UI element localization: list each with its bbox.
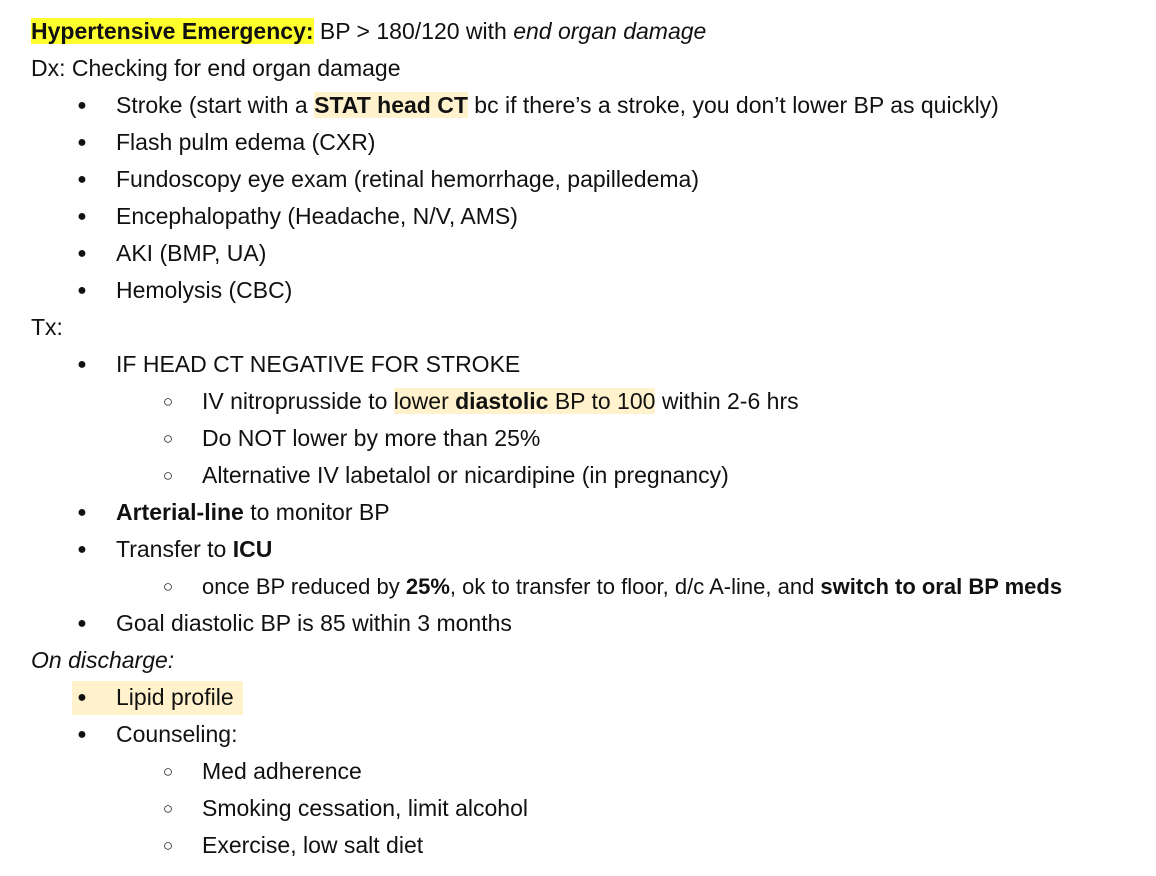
dx-item-text: Fundoscopy eye exam (retinal hemorrhage, papilledema) [116,166,699,192]
bullet-icon: ● [77,504,87,521]
tx-item-text: Goal diastolic BP is 85 within 3 months [116,610,512,636]
bullet-icon: ● [77,97,87,114]
bullet-icon: ● [77,541,87,558]
tx-item-bold: ICU [232,536,273,562]
discharge-sub-text: Smoking cessation, limit alcohol [202,795,528,821]
tx-item-arterial-line [116,494,390,531]
bullet-icon: ● [77,615,87,632]
circle-bullet-icon: ○ [162,429,174,448]
tx-sub-text: IV nitroprusside to [202,388,394,414]
dx-item-text: Hemolysis (CBC) [116,277,293,303]
tx-sub-text: lower [393,388,456,414]
tx-sub-text: once BP reduced by [202,574,406,599]
circle-bullet-icon: ○ [162,392,174,411]
title-emphasis: end organ damage [513,18,707,44]
bullet-icon: ● [77,726,87,743]
tx-item-text: to monitor BP [243,499,390,525]
tx-sub-text: within 2-6 hrs [655,388,799,414]
tx-sub-text: , ok to transfer to floor, d/c A-line, and [449,574,821,599]
tx-item-bold: Arterial-line [116,499,244,525]
discharge-heading: On discharge: [31,647,175,673]
dx-item-text: bc if there’s a stroke, you don’t lower BP as quickly) [467,92,999,118]
dx-item-text: Stroke (start with a [116,92,315,118]
circle-bullet-icon: ○ [162,799,174,818]
title-rest: BP > 180/120 with [313,18,514,44]
tx-heading: Tx: [31,314,63,340]
dx-heading: Dx: Checking for end organ damage [31,55,401,81]
tx-item-text: Transfer to [116,536,233,562]
title-label: Hypertensive Emergency: [31,18,314,44]
tx-sub-item [202,568,1062,605]
circle-bullet-icon: ○ [162,577,174,596]
tx-sub-bold: 25% [405,574,450,599]
circle-bullet-icon: ○ [162,466,174,485]
tx-sub-item [202,383,799,420]
bullet-icon: ● [77,245,87,262]
bullet-icon: ● [77,356,87,373]
tx-item-transfer [116,531,272,568]
tx-sub-bold: switch to oral BP meds [820,574,1063,599]
dx-item-text: Flash pulm edema (CXR) [116,129,376,155]
dx-item-bold: STAT head CT [314,92,468,118]
bullet-icon: ● [77,208,87,225]
bullet-icon: ● [77,171,87,188]
circle-bullet-icon: ○ [162,836,174,855]
tx-sub-bold: diastolic [455,388,549,414]
tx-sub-text: BP to 100 [548,388,656,414]
bullet-icon: ● [77,689,87,706]
discharge-sub-text: Med adherence [202,758,362,784]
tx-sub-highlight [394,388,656,414]
tx-sub-text: Do NOT lower by more than 25% [202,425,541,451]
title-text [31,13,706,50]
discharge-item-text: Counseling: [116,721,238,747]
bullet-icon: ● [77,282,87,299]
circle-bullet-icon: ○ [162,762,174,781]
dx-item-text: AKI (BMP, UA) [116,240,267,266]
discharge-sub-text: Exercise, low salt diet [202,832,424,858]
tx-item-text: IF HEAD CT NEGATIVE FOR STROKE [116,351,521,377]
dx-item-stroke [116,87,999,124]
tx-sub-text: Alternative IV labetalol or nicardipine (in pregnancy) [202,462,729,488]
dx-item-text: Encephalopathy (Headache, N/V, AMS) [116,203,518,229]
bullet-icon: ● [77,134,87,151]
discharge-item-text: Lipid profile [116,684,234,710]
